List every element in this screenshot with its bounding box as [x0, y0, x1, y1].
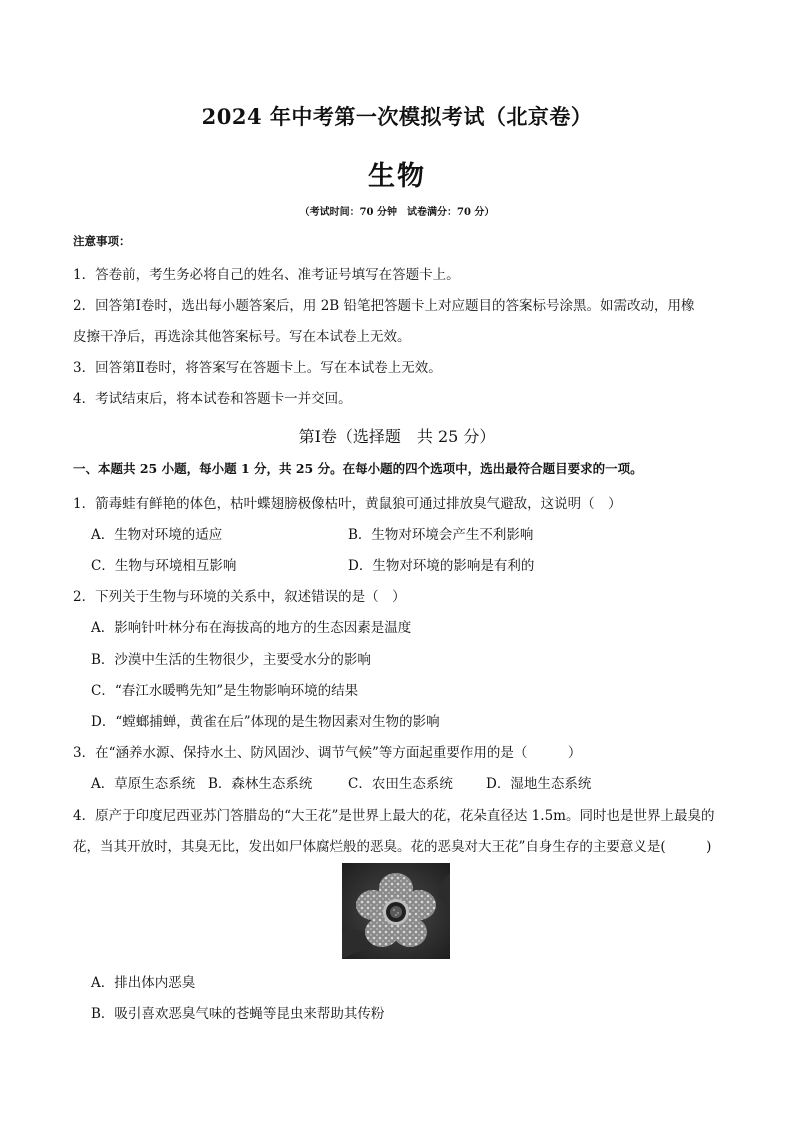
section-instruction: 一、本题共 25 小题，每小题 1 分，共 25 分。在每小题的四个选项中，选出最符合题目要求的一项。: [73, 461, 643, 476]
question-1-option-c: C．生物与环境相互影响: [91, 558, 237, 574]
question-3-stem: 3．在“涵养水源、保持水土、防风固沙、调节气候”等方面起重要作用的是（ ）: [73, 745, 582, 761]
question-2-option-d: D．“螳螂捕蝉，黄雀在后”体现的是生物因素对生物的影响: [91, 714, 440, 730]
exam-title: 2024 年中考第一次模拟考试（北京卷）: [201, 104, 593, 129]
subject-title: 生物: [368, 161, 426, 192]
question-1-option-b: B．生物对环境会产生不利影响: [348, 527, 534, 543]
question-4-option-b: B．吸引喜欢恶臭气味的苍蝇等昆虫来帮助其传粉: [91, 1006, 385, 1022]
notice-item-4: 4．考试结束后，将本试卷和答题卡一并交回。: [73, 391, 352, 407]
question-1-option-d: D．生物对环境的影响是有利的: [348, 558, 535, 574]
question-2-option-c: C．“春江水暖鸭先知”是生物影响环境的结果: [91, 683, 359, 699]
rafflesia-flower-photo: [342, 863, 450, 959]
question-4-option-a: A．排出体内恶臭: [91, 975, 196, 991]
question-3-option-d: D．湿地生态系统: [486, 776, 592, 792]
question-2-option-b: B．沙漠中生活的生物很少，主要受水分的影响: [91, 652, 371, 668]
question-3-option-b: B．森林生态系统: [208, 776, 313, 792]
question-3-option-c: C．农田生态系统: [348, 776, 453, 792]
question-2-stem: 2．下列关于生物与环境的关系中，叙述错误的是（ ）: [73, 589, 406, 605]
question-4-stem-line-2: 花，当其开放时，其臭无比，发出如尸体腐烂般的恶臭。花的恶臭对大王花”自身生存的主要意义是( ): [73, 839, 712, 855]
question-1-stem: 1．箭毒蛙有鲜艳的体色，枯叶蝶翅膀极像枯叶，黄鼠狼可通过排放臭气避敌，这说明（ ）: [73, 496, 622, 512]
notice-item-1: 1．答卷前，考生务必将自己的姓名、准考证号填写在答题卡上。: [73, 267, 460, 283]
exam-meta: （考试时间：70 分钟 试卷满分：70 分）: [299, 207, 495, 218]
question-1-option-a: A．生物对环境的适应: [91, 527, 223, 543]
notice-item-2: 2．回答第Ⅰ卷时，选出每小题答案后，用 2B 铅笔把答题卡上对应题目的答案标号涂黑。如需改动，用橡: [73, 298, 695, 314]
question-2-option-a: A．影响针叶林分布在海拔高的地方的生态因素是温度: [91, 620, 412, 636]
question-3-option-a: A．草原生态系统: [91, 776, 196, 792]
section-title: 第Ⅰ卷（选择题 共 25 分）: [298, 427, 496, 446]
question-4-stem-line-1: 4．原产于印度尼西亚苏门答腊岛的“大王花”是世界上最大的花，花朵直径达 1.5m。同时也是世界上最臭的: [73, 808, 715, 824]
notice-item-2-cont: 皮擦干净后，再选涂其他答案标号。写在本试卷上无效。: [73, 329, 411, 345]
notice-item-3: 3．回答第Ⅱ卷时，将答案写在答题卡上。写在本试卷上无效。: [73, 360, 442, 376]
notice-title: 注意事项：: [73, 234, 131, 248]
